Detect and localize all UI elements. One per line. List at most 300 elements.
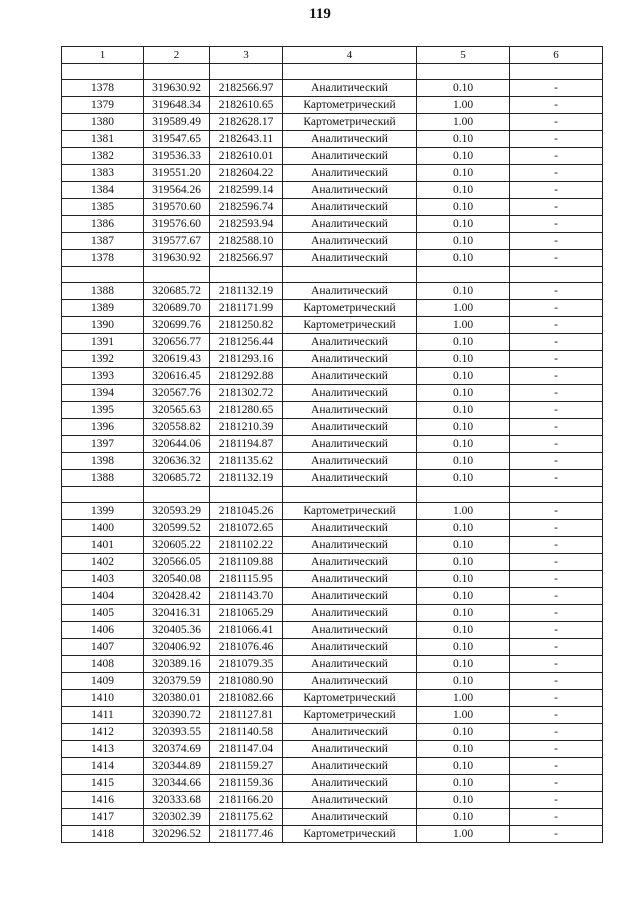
note-cell: - [510, 165, 603, 182]
note-cell: - [510, 656, 603, 673]
note-cell: - [510, 826, 603, 843]
note-cell: - [510, 673, 603, 690]
table-row [62, 639, 603, 656]
method-cell: Картометрический [283, 97, 417, 114]
x-coordinate-cell: 320567.76 [144, 385, 210, 402]
empty-cell [210, 267, 283, 283]
accuracy-cell: 0.10 [417, 758, 510, 775]
point-number-cell: 1383 [62, 165, 144, 182]
x-coordinate-cell: 320599.52 [144, 520, 210, 537]
y-coordinate-cell: 2181256.44 [210, 334, 283, 351]
y-coordinate-cell: 2181079.35 [210, 656, 283, 673]
x-coordinate-cell: 320685.72 [144, 283, 210, 300]
x-coordinate-cell: 320379.59 [144, 673, 210, 690]
table-row [62, 605, 603, 622]
y-coordinate-cell: 2181082.66 [210, 690, 283, 707]
point-number-cell: 1418 [62, 826, 144, 843]
note-cell: - [510, 690, 603, 707]
y-coordinate-cell: 2182599.14 [210, 182, 283, 199]
table-row [62, 385, 603, 402]
y-coordinate-cell: 2181115.95 [210, 571, 283, 588]
accuracy-cell: 0.10 [417, 80, 510, 97]
y-coordinate-cell: 2181066.41 [210, 622, 283, 639]
method-cell: Аналитический [283, 351, 417, 368]
empty-cell [283, 487, 417, 503]
point-number-cell: 1396 [62, 419, 144, 436]
table-row [62, 758, 603, 775]
table-row [62, 792, 603, 809]
point-number-cell: 1391 [62, 334, 144, 351]
y-coordinate-cell: 2182610.01 [210, 148, 283, 165]
method-cell: Аналитический [283, 588, 417, 605]
x-coordinate-cell: 319536.33 [144, 148, 210, 165]
empty-cell [417, 64, 510, 80]
method-cell: Аналитический [283, 402, 417, 419]
point-number-cell: 1413 [62, 741, 144, 758]
x-coordinate-cell: 320644.06 [144, 436, 210, 453]
x-coordinate-cell: 320616.45 [144, 368, 210, 385]
y-coordinate-cell: 2181292.88 [210, 368, 283, 385]
x-coordinate-cell: 320558.82 [144, 419, 210, 436]
note-cell: - [510, 758, 603, 775]
point-number-cell: 1412 [62, 724, 144, 741]
note-cell: - [510, 97, 603, 114]
method-cell: Аналитический [283, 571, 417, 588]
y-coordinate-cell: 2182628.17 [210, 114, 283, 131]
block-separator-row [62, 267, 603, 283]
note-cell: - [510, 571, 603, 588]
table-row [62, 588, 603, 605]
accuracy-cell: 0.10 [417, 368, 510, 385]
x-coordinate-cell: 319648.34 [144, 97, 210, 114]
accuracy-cell: 1.00 [417, 707, 510, 724]
accuracy-cell: 0.10 [417, 402, 510, 419]
x-coordinate-cell: 319570.60 [144, 199, 210, 216]
x-coordinate-cell: 320296.52 [144, 826, 210, 843]
method-cell: Аналитический [283, 656, 417, 673]
accuracy-cell: 1.00 [417, 690, 510, 707]
accuracy-cell: 1.00 [417, 114, 510, 131]
table-row [62, 334, 603, 351]
y-coordinate-cell: 2181280.65 [210, 402, 283, 419]
accuracy-cell: 0.10 [417, 436, 510, 453]
table-row [62, 537, 603, 554]
note-cell: - [510, 80, 603, 97]
y-coordinate-cell: 2181177.46 [210, 826, 283, 843]
note-cell: - [510, 741, 603, 758]
note-cell: - [510, 419, 603, 436]
column-header-3: 3 [210, 47, 283, 64]
table-row [62, 199, 603, 216]
method-cell: Аналитический [283, 537, 417, 554]
method-cell: Аналитический [283, 80, 417, 97]
y-coordinate-cell: 2181147.04 [210, 741, 283, 758]
column-header-4: 4 [283, 47, 417, 64]
empty-cell [283, 64, 417, 80]
method-cell: Аналитический [283, 250, 417, 267]
accuracy-cell: 1.00 [417, 826, 510, 843]
point-number-cell: 1399 [62, 503, 144, 520]
x-coordinate-cell: 320636.32 [144, 453, 210, 470]
method-cell: Картометрический [283, 114, 417, 131]
x-coordinate-cell: 320685.72 [144, 470, 210, 487]
y-coordinate-cell: 2182588.10 [210, 233, 283, 250]
point-number-cell: 1410 [62, 690, 144, 707]
method-cell: Аналитический [283, 182, 417, 199]
accuracy-cell: 0.10 [417, 554, 510, 571]
empty-cell [417, 267, 510, 283]
x-coordinate-cell: 319576.60 [144, 216, 210, 233]
y-coordinate-cell: 2181175.62 [210, 809, 283, 826]
table-row [62, 470, 603, 487]
point-number-cell: 1417 [62, 809, 144, 826]
x-coordinate-cell: 319564.26 [144, 182, 210, 199]
table-row [62, 317, 603, 334]
note-cell: - [510, 554, 603, 571]
point-number-cell: 1415 [62, 775, 144, 792]
method-cell: Аналитический [283, 673, 417, 690]
note-cell: - [510, 199, 603, 216]
point-number-cell: 1407 [62, 639, 144, 656]
note-cell: - [510, 283, 603, 300]
x-coordinate-cell: 320566.05 [144, 554, 210, 571]
table-row [62, 741, 603, 758]
accuracy-cell: 0.10 [417, 470, 510, 487]
empty-cell [62, 487, 144, 503]
x-coordinate-cell: 320593.29 [144, 503, 210, 520]
accuracy-cell: 0.10 [417, 453, 510, 470]
y-coordinate-cell: 2181250.82 [210, 317, 283, 334]
y-coordinate-cell: 2181302.72 [210, 385, 283, 402]
empty-cell [210, 64, 283, 80]
note-cell: - [510, 622, 603, 639]
y-coordinate-cell: 2181080.90 [210, 673, 283, 690]
y-coordinate-cell: 2181045.26 [210, 503, 283, 520]
table-header-row [62, 47, 603, 64]
method-cell: Аналитический [283, 165, 417, 182]
table-row [62, 571, 603, 588]
y-coordinate-cell: 2181171.99 [210, 300, 283, 317]
accuracy-cell: 0.10 [417, 419, 510, 436]
point-number-cell: 1385 [62, 199, 144, 216]
method-cell: Аналитический [283, 334, 417, 351]
table-row [62, 250, 603, 267]
table-row [62, 724, 603, 741]
empty-cell [62, 267, 144, 283]
accuracy-cell: 0.10 [417, 673, 510, 690]
x-coordinate-cell: 320393.55 [144, 724, 210, 741]
method-cell: Аналитический [283, 283, 417, 300]
empty-cell [283, 267, 417, 283]
table-row [62, 673, 603, 690]
x-coordinate-cell: 320619.43 [144, 351, 210, 368]
empty-cell [144, 64, 210, 80]
accuracy-cell: 0.10 [417, 537, 510, 554]
x-coordinate-cell: 320344.89 [144, 758, 210, 775]
x-coordinate-cell: 320374.69 [144, 741, 210, 758]
table-row [62, 351, 603, 368]
point-number-cell: 1395 [62, 402, 144, 419]
note-cell: - [510, 707, 603, 724]
y-coordinate-cell: 2181143.70 [210, 588, 283, 605]
accuracy-cell: 0.10 [417, 741, 510, 758]
accuracy-cell: 0.10 [417, 131, 510, 148]
note-cell: - [510, 775, 603, 792]
note-cell: - [510, 792, 603, 809]
method-cell: Аналитический [283, 148, 417, 165]
y-coordinate-cell: 2181065.29 [210, 605, 283, 622]
point-number-cell: 1411 [62, 707, 144, 724]
note-cell: - [510, 368, 603, 385]
method-cell: Аналитический [283, 554, 417, 571]
point-number-cell: 1388 [62, 283, 144, 300]
point-number-cell: 1381 [62, 131, 144, 148]
point-number-cell: 1389 [62, 300, 144, 317]
empty-cell [62, 64, 144, 80]
accuracy-cell: 0.10 [417, 385, 510, 402]
method-cell: Аналитический [283, 520, 417, 537]
y-coordinate-cell: 2181102.22 [210, 537, 283, 554]
empty-cell [510, 267, 603, 283]
table-row [62, 233, 603, 250]
point-number-cell: 1401 [62, 537, 144, 554]
x-coordinate-cell: 319589.49 [144, 114, 210, 131]
x-coordinate-cell: 320344.66 [144, 775, 210, 792]
point-number-cell: 1400 [62, 520, 144, 537]
table-row [62, 656, 603, 673]
note-cell: - [510, 216, 603, 233]
x-coordinate-cell: 320406.92 [144, 639, 210, 656]
table-row [62, 131, 603, 148]
x-coordinate-cell: 319630.92 [144, 80, 210, 97]
note-cell: - [510, 334, 603, 351]
column-header-1: 1 [62, 47, 144, 64]
y-coordinate-cell: 2181132.19 [210, 470, 283, 487]
y-coordinate-cell: 2181127.81 [210, 707, 283, 724]
accuracy-cell: 1.00 [417, 300, 510, 317]
accuracy-cell: 0.10 [417, 656, 510, 673]
note-cell: - [510, 453, 603, 470]
accuracy-cell: 0.10 [417, 216, 510, 233]
note-cell: - [510, 250, 603, 267]
point-number-cell: 1394 [62, 385, 144, 402]
table-row [62, 826, 603, 843]
y-coordinate-cell: 2181210.39 [210, 419, 283, 436]
method-cell: Картометрический [283, 826, 417, 843]
x-coordinate-cell: 319577.67 [144, 233, 210, 250]
table-row [62, 520, 603, 537]
accuracy-cell: 0.10 [417, 182, 510, 199]
point-number-cell: 1386 [62, 216, 144, 233]
accuracy-cell: 0.10 [417, 233, 510, 250]
x-coordinate-cell: 320540.08 [144, 571, 210, 588]
point-number-cell: 1404 [62, 588, 144, 605]
note-cell: - [510, 385, 603, 402]
x-coordinate-cell: 320302.39 [144, 809, 210, 826]
point-number-cell: 1382 [62, 148, 144, 165]
x-coordinate-cell: 320380.01 [144, 690, 210, 707]
empty-cell [510, 64, 603, 80]
table-row [62, 114, 603, 131]
note-cell: - [510, 809, 603, 826]
y-coordinate-cell: 2181135.62 [210, 453, 283, 470]
method-cell: Аналитический [283, 368, 417, 385]
accuracy-cell: 0.10 [417, 792, 510, 809]
table-body [62, 64, 603, 843]
note-cell: - [510, 639, 603, 656]
method-cell: Аналитический [283, 233, 417, 250]
column-header-6: 6 [510, 47, 603, 64]
method-cell: Аналитический [283, 453, 417, 470]
method-cell: Аналитический [283, 470, 417, 487]
x-coordinate-cell: 320565.63 [144, 402, 210, 419]
accuracy-cell: 1.00 [417, 503, 510, 520]
coordinates-table [61, 46, 603, 843]
note-cell: - [510, 537, 603, 554]
x-coordinate-cell: 320389.16 [144, 656, 210, 673]
block-separator-row [62, 487, 603, 503]
method-cell: Аналитический [283, 639, 417, 656]
accuracy-cell: 0.10 [417, 639, 510, 656]
table-row [62, 775, 603, 792]
note-cell: - [510, 317, 603, 334]
x-coordinate-cell: 320699.76 [144, 317, 210, 334]
x-coordinate-cell: 320605.22 [144, 537, 210, 554]
accuracy-cell: 0.10 [417, 283, 510, 300]
point-number-cell: 1393 [62, 368, 144, 385]
note-cell: - [510, 300, 603, 317]
table-row [62, 503, 603, 520]
x-coordinate-cell: 320656.77 [144, 334, 210, 351]
y-coordinate-cell: 2182593.94 [210, 216, 283, 233]
accuracy-cell: 0.10 [417, 809, 510, 826]
method-cell: Картометрический [283, 690, 417, 707]
y-coordinate-cell: 2182643.11 [210, 131, 283, 148]
y-coordinate-cell: 2182566.97 [210, 80, 283, 97]
y-coordinate-cell: 2182566.97 [210, 250, 283, 267]
accuracy-cell: 0.10 [417, 775, 510, 792]
table-row [62, 97, 603, 114]
table-row [62, 419, 603, 436]
empty-cell [144, 487, 210, 503]
table-row [62, 368, 603, 385]
point-number-cell: 1378 [62, 250, 144, 267]
point-number-cell: 1388 [62, 470, 144, 487]
method-cell: Аналитический [283, 741, 417, 758]
note-cell: - [510, 588, 603, 605]
x-coordinate-cell: 320428.42 [144, 588, 210, 605]
method-cell: Аналитический [283, 809, 417, 826]
y-coordinate-cell: 2181293.16 [210, 351, 283, 368]
method-cell: Аналитический [283, 775, 417, 792]
y-coordinate-cell: 2182610.65 [210, 97, 283, 114]
page-number: 119 [309, 6, 331, 22]
x-coordinate-cell: 319547.65 [144, 131, 210, 148]
point-number-cell: 1398 [62, 453, 144, 470]
x-coordinate-cell: 320689.70 [144, 300, 210, 317]
x-coordinate-cell: 320333.68 [144, 792, 210, 809]
accuracy-cell: 0.10 [417, 351, 510, 368]
method-cell: Аналитический [283, 131, 417, 148]
x-coordinate-cell: 320416.31 [144, 605, 210, 622]
point-number-cell: 1409 [62, 673, 144, 690]
accuracy-cell: 0.10 [417, 520, 510, 537]
accuracy-cell: 0.10 [417, 334, 510, 351]
y-coordinate-cell: 2181194.87 [210, 436, 283, 453]
column-header-5: 5 [417, 47, 510, 64]
x-coordinate-cell: 319551.20 [144, 165, 210, 182]
x-coordinate-cell: 319630.92 [144, 250, 210, 267]
x-coordinate-cell: 320390.72 [144, 707, 210, 724]
note-cell: - [510, 351, 603, 368]
y-coordinate-cell: 2182596.74 [210, 199, 283, 216]
point-number-cell: 1405 [62, 605, 144, 622]
point-number-cell: 1390 [62, 317, 144, 334]
note-cell: - [510, 520, 603, 537]
accuracy-cell: 0.10 [417, 724, 510, 741]
note-cell: - [510, 436, 603, 453]
y-coordinate-cell: 2182604.22 [210, 165, 283, 182]
table-row [62, 165, 603, 182]
note-cell: - [510, 182, 603, 199]
point-number-cell: 1387 [62, 233, 144, 250]
table-row [62, 402, 603, 419]
point-number-cell: 1380 [62, 114, 144, 131]
method-cell: Картометрический [283, 707, 417, 724]
method-cell: Аналитический [283, 605, 417, 622]
note-cell: - [510, 148, 603, 165]
note-cell: - [510, 470, 603, 487]
point-number-cell: 1403 [62, 571, 144, 588]
method-cell: Аналитический [283, 436, 417, 453]
y-coordinate-cell: 2181159.27 [210, 758, 283, 775]
method-cell: Аналитический [283, 419, 417, 436]
point-number-cell: 1378 [62, 80, 144, 97]
accuracy-cell: 0.10 [417, 250, 510, 267]
table-row [62, 707, 603, 724]
table-row [62, 216, 603, 233]
table-row [62, 300, 603, 317]
accuracy-cell: 0.10 [417, 148, 510, 165]
table-row [62, 182, 603, 199]
accuracy-cell: 0.10 [417, 622, 510, 639]
y-coordinate-cell: 2181072.65 [210, 520, 283, 537]
method-cell: Аналитический [283, 385, 417, 402]
point-number-cell: 1402 [62, 554, 144, 571]
table-row [62, 622, 603, 639]
accuracy-cell: 0.10 [417, 199, 510, 216]
y-coordinate-cell: 2181076.46 [210, 639, 283, 656]
method-cell: Аналитический [283, 199, 417, 216]
accuracy-cell: 1.00 [417, 97, 510, 114]
note-cell: - [510, 402, 603, 419]
y-coordinate-cell: 2181159.36 [210, 775, 283, 792]
accuracy-cell: 0.10 [417, 588, 510, 605]
note-cell: - [510, 114, 603, 131]
x-coordinate-cell: 320405.36 [144, 622, 210, 639]
point-number-cell: 1397 [62, 436, 144, 453]
table-row [62, 283, 603, 300]
method-cell: Картометрический [283, 300, 417, 317]
point-number-cell: 1392 [62, 351, 144, 368]
point-number-cell: 1406 [62, 622, 144, 639]
method-cell: Картометрический [283, 317, 417, 334]
y-coordinate-cell: 2181132.19 [210, 283, 283, 300]
table-row [62, 148, 603, 165]
note-cell: - [510, 605, 603, 622]
method-cell: Аналитический [283, 216, 417, 233]
point-number-cell: 1379 [62, 97, 144, 114]
